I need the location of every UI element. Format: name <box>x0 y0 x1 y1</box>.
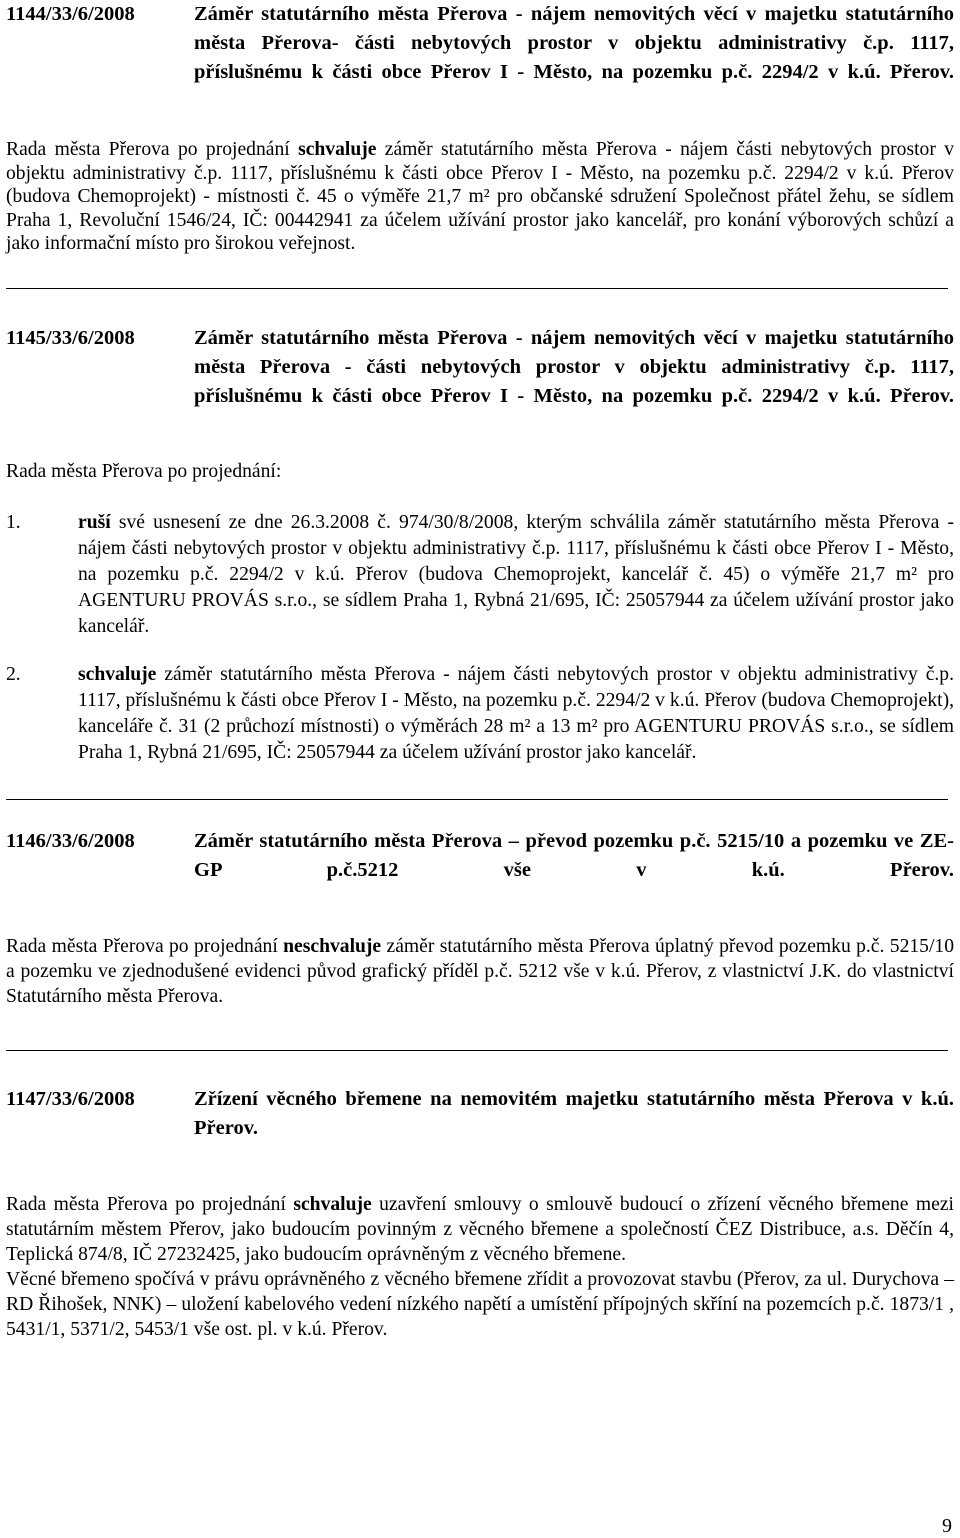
decision-verb: ruší <box>78 512 111 533</box>
resolution-number: 1145/33/6/2008 <box>6 326 135 349</box>
resolution-item <box>6 510 954 640</box>
resolution-body <box>6 1192 954 1267</box>
body-text: Rada města Přerova po projednání <box>6 936 284 957</box>
resolution-number: 1144/33/6/2008 <box>6 3 135 25</box>
resolution-number: 1147/33/6/2008 <box>6 1088 135 1110</box>
item-number: 2. <box>6 664 21 685</box>
resolution-1145 <box>6 324 954 767</box>
decision-verb: schvaluje <box>298 139 377 160</box>
resolution-1147 <box>6 1085 954 1342</box>
resolution-body <box>6 934 954 1009</box>
resolution-header <box>6 827 954 914</box>
body-text: uzavření smlouvy o smlouvě budoucí o zřízení věcného břemene mezi statutárním městem Přerov, jako budoucím povinným z věcného břemene a společností ČEZ Distribuce, a.s. Děčín 4, Teplická 874/8, IČ 27232425, jako budoucím oprávněným z věcného břemene. <box>6 1194 954 1265</box>
separator-line <box>6 1050 948 1051</box>
resolution-1144 <box>6 0 954 256</box>
resolution-item <box>6 662 954 766</box>
item-number: 1. <box>6 512 21 533</box>
resolution-title: Záměr statutárního města Přerova - nájem nemovitých věcí v majetku statutárního města Přerova- části nebytových prostor v objektu administrativy č.p. 1117, příslušnému k části obce Přerov I - Město, na pozemku p.č. 2294/2 v k.ú. Přerov. <box>194 3 954 83</box>
item-text <box>78 510 954 640</box>
separator-line <box>6 799 948 800</box>
resolution-number: 1146/33/6/2008 <box>6 830 135 852</box>
body-text: Rada města Přerova po projednání <box>6 1194 294 1215</box>
resolution-title: Záměr statutárního města Přerova - nájem nemovitých věcí v majetku statutárního města Přerova - části nebytových prostor v objektu administrativy č.p. 1117, příslušnému k části obce Přerov I - Město, na pozemku p.č. 2294/2 v k.ú. Přerov. <box>194 326 954 407</box>
decision-verb: schvaluje <box>293 1194 372 1215</box>
resolution-items <box>6 510 954 766</box>
resolution-header <box>6 0 954 116</box>
body-text: Rada města Přerova po projednání <box>6 139 299 160</box>
item-text <box>78 662 954 766</box>
page-number: 9 <box>942 1515 952 1537</box>
separator-line <box>6 288 948 289</box>
decision-verb: schvaluje <box>78 664 157 685</box>
resolution-body-continued: Věcné břemeno spočívá v právu oprávněného z věcného břemene zřídit a provozovat stavbu (Přerov, za ul. Durychova – RD Řihošek, NNK) – uložení kabelového vedení nízkého napětí a umístění přípojných skříní na pozemcích p.č. 1873/1 , 5431/1, 5371/2, 5453/1 vše ost. pl. v k.ú. Přerov. <box>6 1269 954 1340</box>
document-page <box>6 0 954 1342</box>
item-body: své usnesení ze dne 26.3.2008 č. 974/30/8/2008, kterým schválila záměr statutárního města Přerova - nájem části nebytových prostor v objektu administrativy č.p. 1117, příslušnému k části obce Přerov I - Město, na pozemku p.č. 2294/2 v k.ú. Přerov (budova Chemoprojekt, kancelář č. 45) o výměře 21,7 m² pro AGENTURU PROVÁS s.r.o., se sídlem Praha 1, Rybná 21/695, IČ: 25057944 za účelem užívání prostor jako kancelář. <box>78 512 954 637</box>
resolution-title: Záměr statutárního města Přerova – převod pozemku p.č. 5215/10 a pozemku ve ZE-GP p.č.5212 vše v k.ú. Přerov. <box>194 830 954 881</box>
body-text: záměr statutárního města Přerova - nájem části nebytových prostor v objektu administrativy č.p. 1117, příslušnému k části obce Přerov I - Město, na pozemku p.č. 2294/2 v k.ú. Přerov (budova Chemoprojekt) - místnosti č. 45 o výměře 21,7 m² pro občanské sdružení Společnost přátel žehu, se sídlem Praha 1, Revoluční 1546/24, IČ: 00442941 za účelem užívání prostor jako kancelář, pro konání výborových schůzí a jako informační místo pro širokou veřejnost. <box>6 139 954 254</box>
body-text: záměr statutárního města Přerova úplatný převod pozemku p.č. 5215/10 a pozemku ve zjednodušené evidenci původ grafický příděl p.č. 5212 vše v k.ú. Přerov, z vlastnictví J.K. do vlastnictví Statutárního města Přerova. <box>6 936 954 1007</box>
item-body: záměr statutárního města Přerova - nájem části nebytových prostor v objektu administrativy č.p. 1117, příslušnému k části obce Přerov I - Město, na pozemku p.č. 2294/2 v k.ú. Přerov (budova Chemoprojekt), kanceláře č. 31 (2 průchozí místnosti) o výměrách 28 m² a 13 m² pro AGENTURU PROVÁS s.r.o., se sídlem Praha 1, Rybná 21/695, IČ: 25057944 za účelem užívání prostor jako kancelář. <box>78 664 954 763</box>
resolution-1146 <box>6 827 954 1009</box>
resolution-body <box>6 138 954 256</box>
resolution-title: Zřízení věcného břemene na nemovitém majetku statutárního města Přerova v k.ú. Přerov. <box>194 1088 954 1139</box>
resolution-header <box>6 1085 954 1172</box>
resolution-header <box>6 324 954 440</box>
resolution-intro: Rada města Přerova po projednání: <box>6 460 282 482</box>
decision-verb: neschvaluje <box>283 936 382 957</box>
